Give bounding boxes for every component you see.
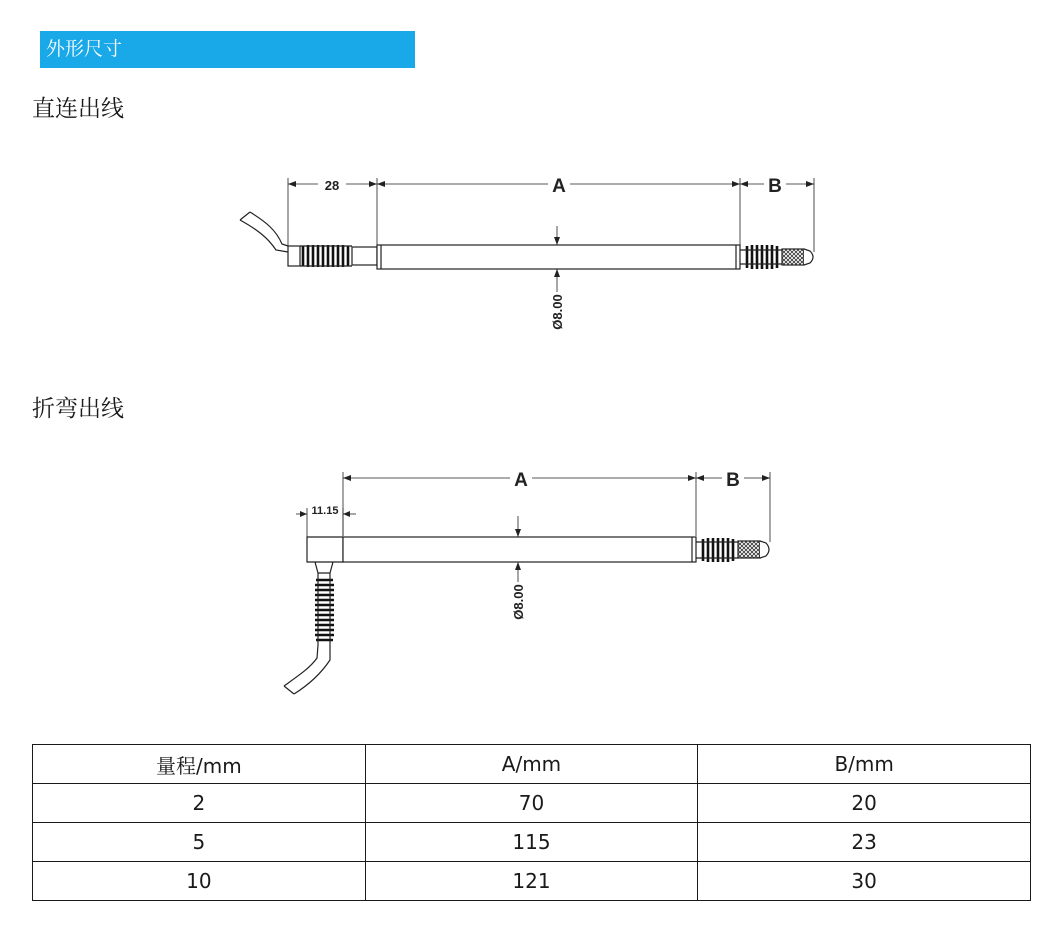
dim-label-a-bent: A bbox=[514, 470, 528, 491]
table-cell: 70 bbox=[365, 784, 698, 823]
table-cell: 2 bbox=[33, 784, 366, 823]
table-cell: 10 bbox=[33, 862, 366, 901]
dim-label-b: B bbox=[768, 176, 782, 197]
table-cell: 121 bbox=[365, 862, 698, 901]
dim-label-b-bent: B bbox=[726, 470, 740, 491]
section-header: 外形尺寸 bbox=[40, 31, 415, 68]
table-cell: 30 bbox=[698, 862, 1031, 901]
table-cell: 20 bbox=[698, 784, 1031, 823]
col-header-range: 量程/mm bbox=[33, 745, 366, 784]
dim-label-a: A bbox=[552, 176, 566, 197]
straight-outlet-title: 直连出线 bbox=[32, 96, 124, 122]
dim-label-bend: 11.15 bbox=[311, 505, 339, 517]
diameter-label-bent: Ø8.00 bbox=[511, 584, 526, 620]
table-row bbox=[33, 823, 1031, 862]
table-cell: 5 bbox=[33, 823, 366, 862]
diameter-label: Ø8.00 bbox=[550, 294, 565, 330]
bent-outlet-drawing bbox=[284, 472, 770, 694]
table-header-row bbox=[33, 745, 1031, 784]
table-row bbox=[33, 784, 1031, 823]
straight-outlet-drawing bbox=[240, 178, 814, 292]
col-header-b: B/mm bbox=[698, 745, 1031, 784]
col-header-a: A/mm bbox=[365, 745, 698, 784]
table-cell: 115 bbox=[365, 823, 698, 862]
dim-label-cable: 28 bbox=[324, 178, 340, 193]
table-cell: 23 bbox=[698, 823, 1031, 862]
table-row bbox=[33, 862, 1031, 901]
bent-outlet-title: 折弯出线 bbox=[32, 396, 124, 422]
spec-table bbox=[32, 744, 1031, 901]
